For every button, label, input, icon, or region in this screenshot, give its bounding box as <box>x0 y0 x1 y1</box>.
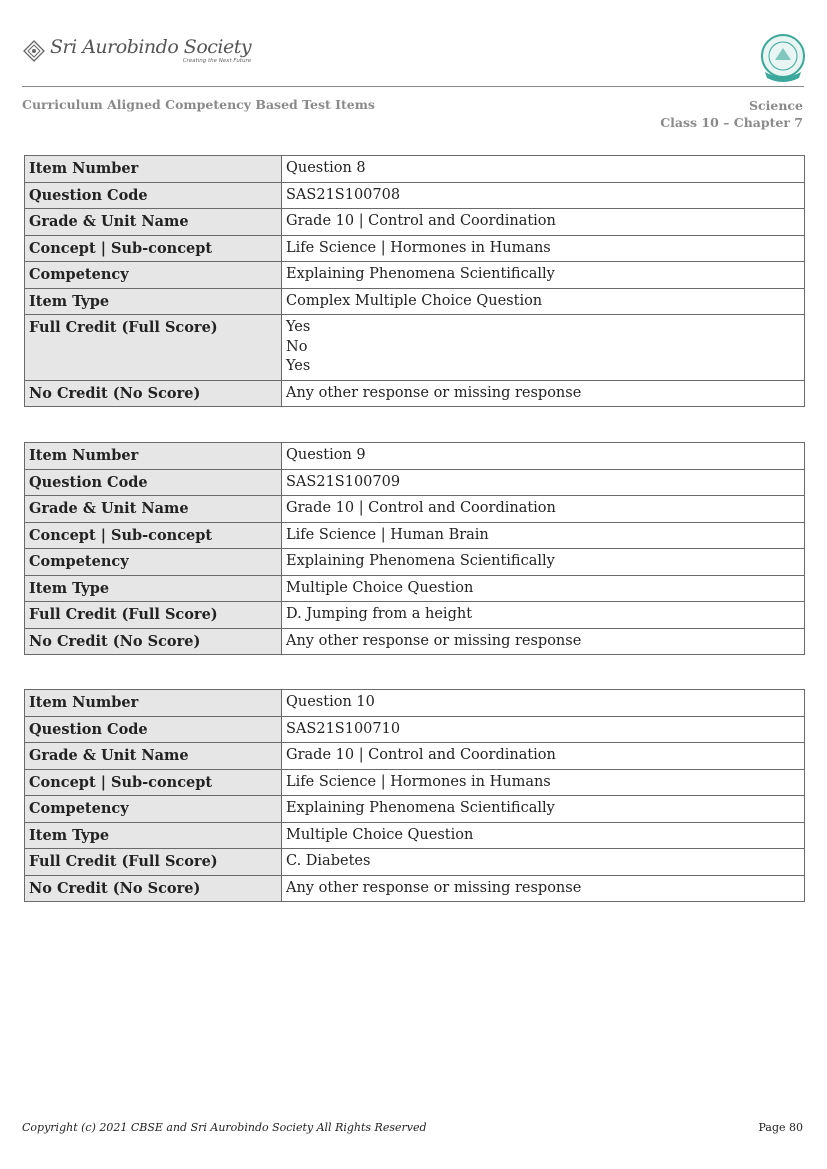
logo-text: Sri Aurobindo Society <box>50 36 252 58</box>
header-rule <box>22 86 804 87</box>
row-label: No Credit (No Score) <box>25 628 282 655</box>
table-row <box>25 875 805 902</box>
row-label: Grade & Unit Name <box>25 496 282 523</box>
row-label: Competency <box>25 796 282 823</box>
row-label: Item Number <box>25 443 282 470</box>
row-label: Competency <box>25 549 282 576</box>
row-value: Grade 10 | Control and Coordination <box>282 743 805 770</box>
table-row <box>25 380 805 407</box>
row-label: Item Type <box>25 575 282 602</box>
row-label: Full Credit (Full Score) <box>25 315 282 381</box>
table-row <box>25 628 805 655</box>
answer-line: Yes <box>286 358 311 374</box>
row-label: Item Number <box>25 690 282 717</box>
row-value: Complex Multiple Choice Question <box>282 288 805 315</box>
row-label: Concept | Sub-concept <box>25 522 282 549</box>
row-label: Full Credit (Full Score) <box>25 602 282 629</box>
table-row <box>25 690 805 717</box>
row-label: Concept | Sub-concept <box>25 235 282 262</box>
row-value: Any other response or missing response <box>282 875 805 902</box>
row-value: Any other response or missing response <box>282 628 805 655</box>
row-value: Grade 10 | Control and Coordination <box>282 496 805 523</box>
page-number: Page 80 <box>758 1121 803 1134</box>
row-label: Full Credit (Full Score) <box>25 849 282 876</box>
row-value: D. Jumping from a height <box>282 602 805 629</box>
row-label: No Credit (No Score) <box>25 380 282 407</box>
row-value: Life Science | Hormones in Humans <box>282 769 805 796</box>
row-value: Life Science | Hormones in Humans <box>282 235 805 262</box>
item-table-question-9 <box>24 442 805 655</box>
row-value: Question 10 <box>282 690 805 717</box>
row-label: Concept | Sub-concept <box>25 769 282 796</box>
table-row <box>25 522 805 549</box>
table-row <box>25 716 805 743</box>
table-row <box>25 315 805 381</box>
row-label: Item Number <box>25 156 282 183</box>
row-label: Item Type <box>25 822 282 849</box>
row-value: Question 9 <box>282 443 805 470</box>
row-value: Multiple Choice Question <box>282 575 805 602</box>
row-label: Item Type <box>25 288 282 315</box>
answer-line: Yes <box>286 319 311 335</box>
row-value: Grade 10 | Control and Coordination <box>282 209 805 236</box>
class-chapter: Class 10 – Chapter 7 <box>660 115 803 130</box>
table-row <box>25 743 805 770</box>
row-label: Grade & Unit Name <box>25 743 282 770</box>
row-value: SAS21S100710 <box>282 716 805 743</box>
table-row <box>25 209 805 236</box>
row-value: Explaining Phenomena Scientifically <box>282 796 805 823</box>
row-value: Question 8 <box>282 156 805 183</box>
society-emblem-icon <box>22 39 46 63</box>
table-row <box>25 182 805 209</box>
table-row <box>25 288 805 315</box>
row-value: C. Diabetes <box>282 849 805 876</box>
row-label: Question Code <box>25 716 282 743</box>
table-row <box>25 469 805 496</box>
table-row <box>25 602 805 629</box>
row-label: Question Code <box>25 469 282 496</box>
row-value: SAS21S100709 <box>282 469 805 496</box>
table-row <box>25 549 805 576</box>
row-label: Question Code <box>25 182 282 209</box>
table-row <box>25 262 805 289</box>
document-title: Curriculum Aligned Competency Based Test Items <box>22 97 375 112</box>
table-row <box>25 235 805 262</box>
item-table-question-8 <box>24 155 805 407</box>
subject: Science <box>749 98 803 113</box>
row-value: Multiple Choice Question <box>282 822 805 849</box>
row-value: SAS21S100708 <box>282 182 805 209</box>
row-value: Explaining Phenomena Scientifically <box>282 262 805 289</box>
table-row <box>25 443 805 470</box>
table-row <box>25 796 805 823</box>
table-row <box>25 769 805 796</box>
table-row <box>25 496 805 523</box>
sri-aurobindo-society-logo <box>22 38 251 64</box>
row-value <box>282 315 805 381</box>
row-value: Explaining Phenomena Scientifically <box>282 549 805 576</box>
table-row <box>25 575 805 602</box>
logo-tagline: Creating the Next Future <box>182 58 252 64</box>
item-table-question-10 <box>24 689 805 902</box>
answer-line: No <box>286 338 308 355</box>
row-label: No Credit (No Score) <box>25 875 282 902</box>
table-row <box>25 156 805 183</box>
subject-info <box>660 97 803 131</box>
row-label: Competency <box>25 262 282 289</box>
row-value: Any other response or missing response <box>282 380 805 407</box>
row-value: Life Science | Human Brain <box>282 522 805 549</box>
table-row <box>25 822 805 849</box>
copyright-notice: Copyright (c) 2021 CBSE and Sri Aurobindo Society All Rights Reserved <box>22 1121 427 1134</box>
table-row <box>25 849 805 876</box>
row-label: Grade & Unit Name <box>25 209 282 236</box>
cbse-seal-logo <box>759 32 807 84</box>
